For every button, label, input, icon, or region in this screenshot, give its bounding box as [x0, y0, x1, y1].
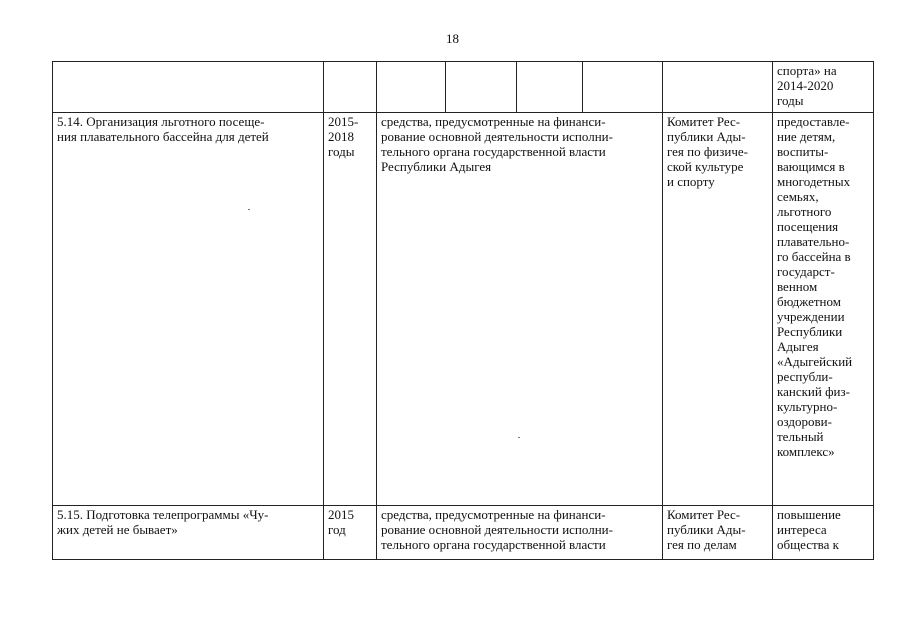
result-line: ние детям,: [777, 129, 836, 144]
measure-line: 5.14. Организация льготного посеще-: [57, 114, 265, 129]
source-line: тельного органа государственной власти: [381, 537, 606, 552]
table-row: [53, 62, 874, 113]
result-line: учреждении: [777, 309, 845, 324]
executor-cell: [663, 113, 773, 506]
funding-source-cell: [377, 506, 663, 560]
page-number: 18: [446, 31, 459, 46]
source-line: тельного органа государственной власти: [381, 144, 606, 159]
result-line: Республики: [777, 324, 843, 339]
source-line: Республики Адыгея: [381, 159, 492, 174]
result-line: повышение: [777, 507, 841, 522]
source-line: рование основной деятельности исполни-: [381, 522, 613, 537]
executor-line: гея по делам: [667, 537, 737, 552]
period-cell: [324, 62, 377, 113]
result-line: комплекс»: [777, 444, 835, 459]
result-line: воспиты-: [777, 144, 829, 159]
table-row: [53, 506, 874, 560]
executor-line: Комитет Рес-: [667, 507, 741, 522]
result-line: 2014-2020: [777, 78, 834, 93]
funding-cell-3: [517, 62, 583, 113]
executor-line: публики Ады-: [667, 129, 746, 144]
result-line: посещения: [777, 219, 839, 234]
result-cell: [773, 113, 874, 506]
executor-line: публики Ады-: [667, 522, 746, 537]
result-line: оздорови-: [777, 414, 832, 429]
result-line: общества к: [777, 537, 839, 552]
period-line: 2015-: [328, 114, 359, 129]
measure-line: 5.15. Подготовка телепрограммы «Чу-: [57, 507, 269, 522]
period-cell: [324, 113, 377, 506]
result-line: годы: [777, 93, 804, 108]
source-line: средства, предусмотренные на финанси-: [381, 507, 606, 522]
measure-cell: [53, 113, 324, 506]
funding-source-cell: [377, 113, 663, 506]
result-line: тельный: [777, 429, 824, 444]
result-line: го бассейна в: [777, 249, 851, 264]
result-cell: [773, 62, 874, 113]
executor-line: ской культуре: [667, 159, 744, 174]
result-line: культурно-: [777, 399, 838, 414]
executor-cell: [663, 506, 773, 560]
scan-speck: [248, 209, 250, 210]
result-line: интереса: [777, 522, 827, 537]
result-line: канский физ-: [777, 384, 850, 399]
period-line: 2015: [328, 507, 354, 522]
executor-cell: [663, 62, 773, 113]
measure-line: жих детей не бывает»: [57, 522, 178, 537]
result-line: предоставле-: [777, 114, 850, 129]
result-line: вающимся в: [777, 159, 845, 174]
result-cell: [773, 506, 874, 560]
scan-speck: [518, 437, 520, 438]
period-line: год: [328, 522, 346, 537]
source-line: рование основной деятельности исполни-: [381, 129, 613, 144]
executor-line: гея по физиче-: [667, 144, 748, 159]
measure-cell: [53, 62, 324, 113]
result-line: спорта» на: [777, 63, 837, 78]
measure-cell: [53, 506, 324, 560]
result-line: республи-: [777, 369, 833, 384]
result-line: Адыгея: [777, 339, 819, 354]
funding-cell-2: [446, 62, 517, 113]
result-line: льготного: [777, 204, 832, 219]
result-line: венном: [777, 279, 818, 294]
period-cell: [324, 506, 377, 560]
result-line: многодетных: [777, 174, 851, 189]
result-line: семьях,: [777, 189, 819, 204]
result-line: плавательно-: [777, 234, 850, 249]
executor-line: Комитет Рес-: [667, 114, 741, 129]
funding-cell-1: [377, 62, 446, 113]
table-row: [53, 113, 874, 506]
period-line: годы: [328, 144, 355, 159]
funding-cell-4: [583, 62, 663, 113]
result-line: государст-: [777, 264, 835, 279]
measures-table: [52, 61, 874, 560]
source-line: средства, предусмотренные на финанси-: [381, 114, 606, 129]
result-line: бюджетном: [777, 294, 841, 309]
period-line: 2018: [328, 129, 354, 144]
executor-line: и спорту: [667, 174, 715, 189]
measure-line: ния плавательного бассейна для детей: [57, 129, 269, 144]
result-line: «Адыгейский: [777, 354, 853, 369]
